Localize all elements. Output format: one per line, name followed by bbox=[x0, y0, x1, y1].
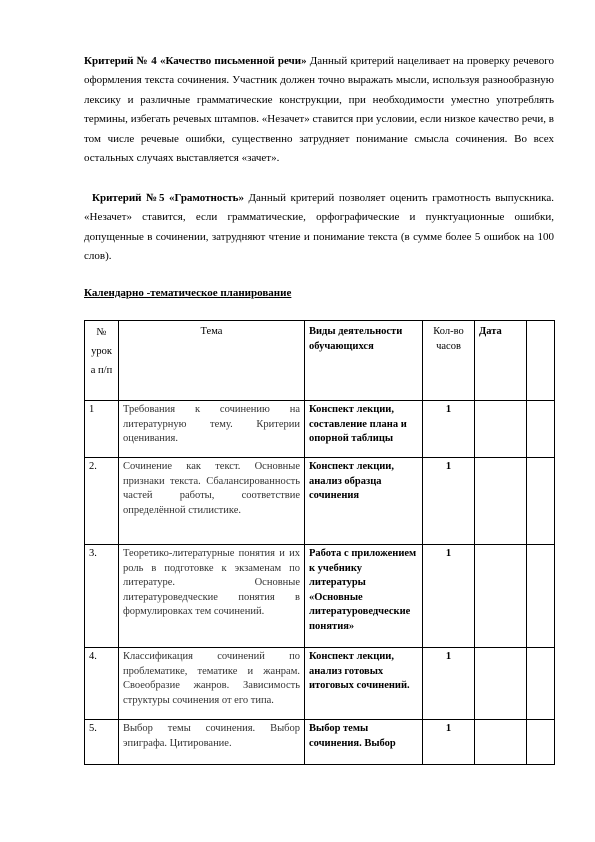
table-row bbox=[85, 458, 555, 545]
lesson-number: 4. bbox=[85, 648, 119, 720]
lesson-hours: 1 bbox=[423, 545, 475, 648]
header-activities: Виды деятельности обучающихся bbox=[305, 321, 423, 401]
criterion-4-heading: Критерий № 4 «Качество письменной речи» bbox=[84, 55, 307, 67]
lesson-number: 2. bbox=[85, 458, 119, 545]
lesson-extra bbox=[527, 458, 555, 545]
section-title: Календарно -тематическое планирование bbox=[84, 287, 292, 299]
lesson-hours: 1 bbox=[423, 401, 475, 458]
lesson-hours: 1 bbox=[423, 720, 475, 765]
lesson-extra bbox=[527, 720, 555, 765]
lesson-activities: Работа с приложением к учебнику литературы «Основные литературоведческие понятия» bbox=[305, 545, 423, 648]
criterion-5-text: Данный критерий позволяет оценить грамотность выпускника. «Незачет» ставится, если грамматические, орфографические и пунктуационные ошибки, допущенные в сочинении, затрудняют чтение и понимание текста (в сумме более 5 ошибок на 100 слов). bbox=[84, 192, 554, 263]
lesson-number: 1 bbox=[85, 401, 119, 458]
table-row bbox=[85, 545, 555, 648]
lesson-date bbox=[475, 720, 527, 765]
lesson-date bbox=[475, 458, 527, 545]
lesson-topic: Классификация сочинений по проблематике, тематике и жанрам. Своеобразие жанров. Зависимость структуры сочинения от его типа. bbox=[119, 648, 305, 720]
criterion-4-text: Данный критерий нацеливает на проверку речевого оформления текста сочинения. Участник должен точно выражать мысли, используя разнообразную лексику и различные грамматические конструкции, при необходимости уместно употреблять термины, избегать речевых штампов. «Незачет» ставится при условии, если низкое качество речи, в том числе речевые ошибки, существенно затрудняет понимание смысла сочинения. Во всех остальных случаях выставляется «зачет». bbox=[84, 55, 555, 165]
lesson-activities: Конспект лекции, составление плана и опорной таблицы bbox=[305, 401, 423, 458]
criterion-5-heading: Критерий №5 «Грамотность» bbox=[92, 192, 244, 204]
lesson-topic: Сочинение как текст. Основные признаки текста. Сбалансированность частей работы, соответствие определённой стилистике. bbox=[119, 458, 305, 545]
lesson-date bbox=[475, 648, 527, 720]
lesson-activities: Конспект лекции, анализ образца сочинения bbox=[305, 458, 423, 545]
criterion-4-paragraph bbox=[84, 52, 554, 168]
lesson-hours: 1 bbox=[423, 458, 475, 545]
lesson-extra bbox=[527, 648, 555, 720]
lesson-topic: Выбор темы сочинения. Выбор эпиграфа. Цитирование. bbox=[119, 720, 305, 765]
lesson-topic: Требования к сочинению на литературную тему. Критерии оценивания. bbox=[119, 401, 305, 458]
header-date: Дата bbox=[475, 321, 527, 401]
lesson-date bbox=[475, 401, 527, 458]
table-row bbox=[85, 401, 555, 458]
lesson-number: 3. bbox=[85, 545, 119, 648]
lesson-extra bbox=[527, 401, 555, 458]
header-lesson-number: № урок а п/п bbox=[85, 321, 119, 401]
header-hours: Кол-во часов bbox=[423, 321, 475, 401]
lesson-topic: Теоретико-литературные понятия и их роль в подготовке к экзаменам по литературе. Основные литературоведческие понятия в формулировках тем сочинений. bbox=[119, 545, 305, 648]
criterion-5-paragraph bbox=[84, 189, 554, 267]
table-row bbox=[85, 720, 555, 765]
lesson-date bbox=[475, 545, 527, 648]
lesson-plan-table bbox=[84, 320, 555, 765]
table-row bbox=[85, 648, 555, 720]
table-header-row bbox=[85, 321, 555, 401]
header-extra bbox=[527, 321, 555, 401]
lesson-hours: 1 bbox=[423, 648, 475, 720]
header-topic: Тема bbox=[119, 321, 305, 401]
lesson-activities: Конспект лекции, анализ готовых итоговых сочинений. bbox=[305, 648, 423, 720]
lesson-activities: Выбор темы сочинения. Выбор bbox=[305, 720, 423, 765]
lesson-extra bbox=[527, 545, 555, 648]
lesson-number: 5. bbox=[85, 720, 119, 765]
